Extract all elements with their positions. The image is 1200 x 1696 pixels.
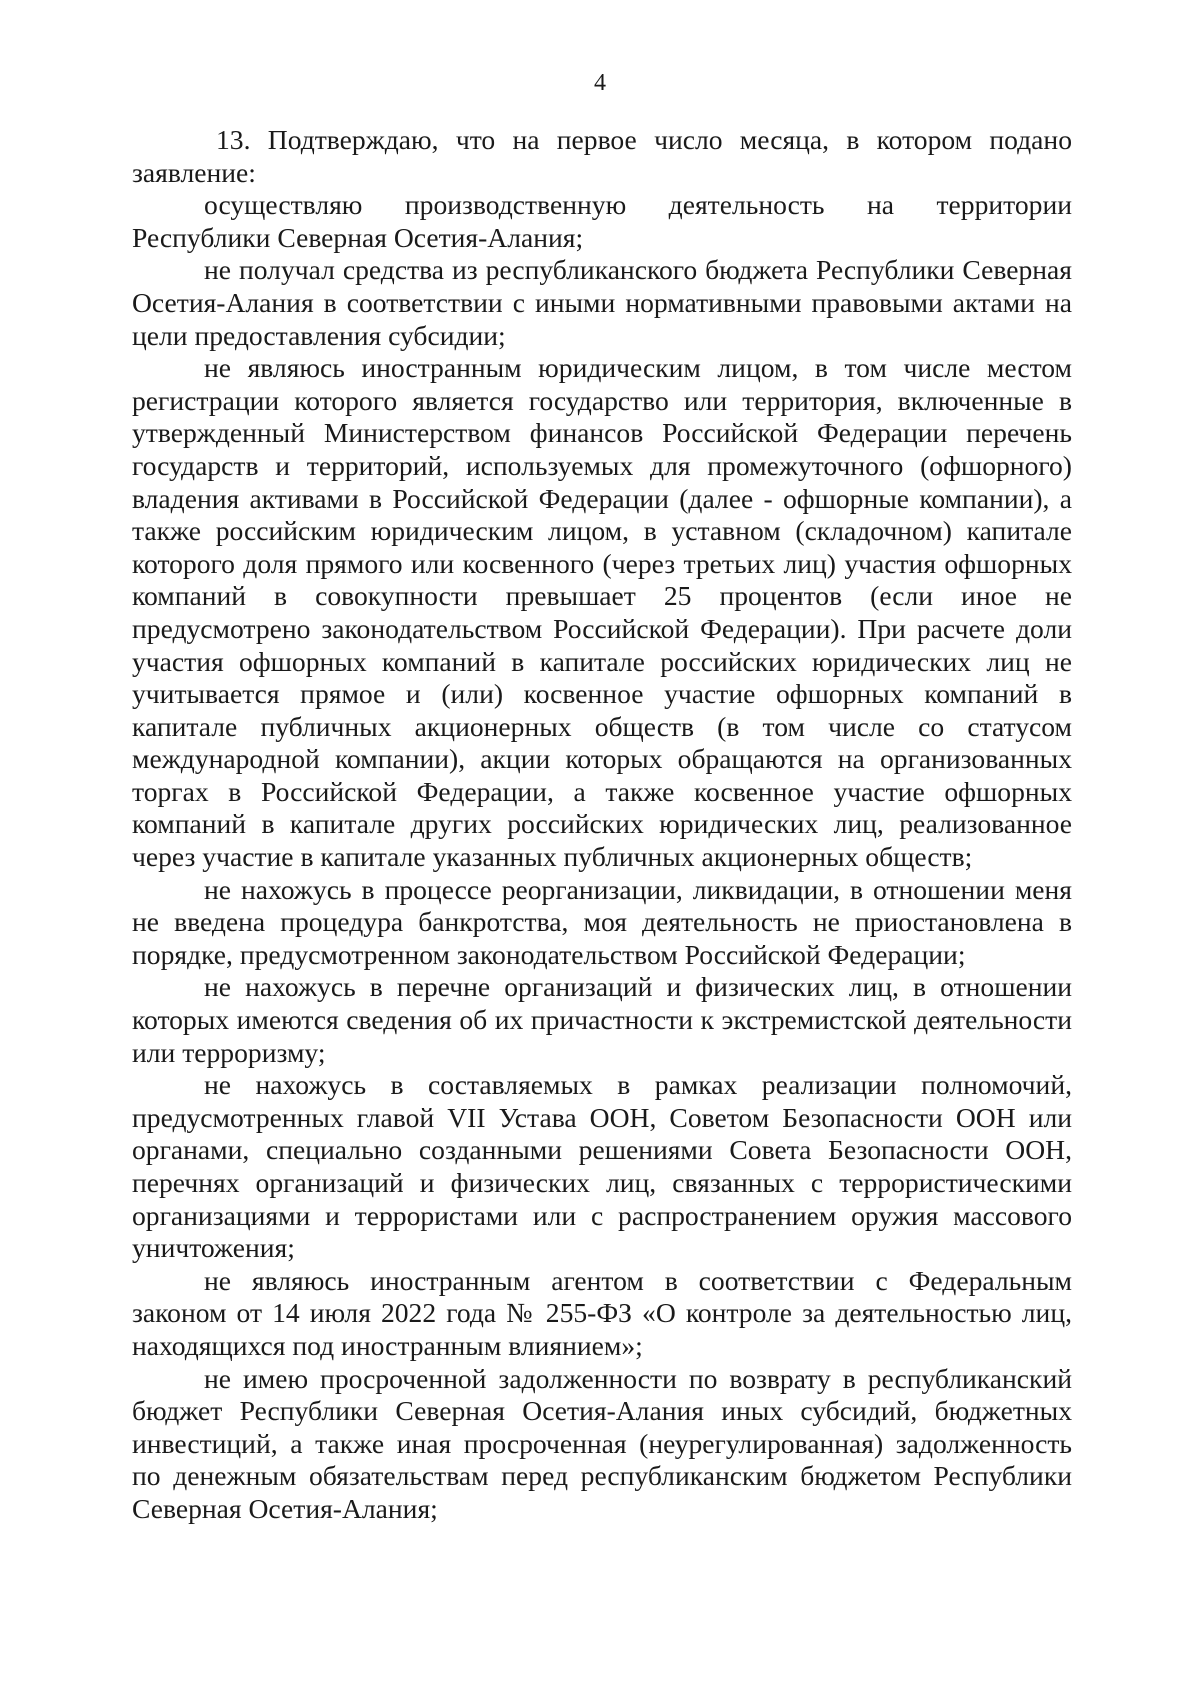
paragraph-confirmation-intro: 13. Подтверждаю, что на первое число месяца, в котором подано заявление: bbox=[132, 124, 1072, 188]
paragraph-not-foreign-agent: не являюсь иностранным агентом в соответствии с Федеральным законом от 14 июля 2022 года № 255-ФЗ «О контроле за деятельностью лиц, находящихся под иностранным влиянием»; bbox=[132, 1264, 1072, 1361]
paragraph-production-activity: осуществляю производственную деятельность на территории Республики Северная Осетия-Алания; bbox=[132, 189, 1072, 253]
paragraph-not-foreign-entity: не являюсь иностранным юридическим лицом, в том числе местом регистрации которого является государство или территория, включенные в утвержденный Министерством финансов Российской Федерации перечень государств и территорий, используемых для промежуточного (офшорного) владения активами в Российской Федерации (далее - офшорные компании), а также российским юридическим лицом, в уставном (складочном) капитале которого доля прямого или косвенного (через третьих лиц) участия офшорных компаний в совокупности превышает 25 процентов (если иное не предусмотрено законодательством Российской Федерации). При расчете доли участия офшорных компаний в капитале российских юридических лиц не учитывается прямое и (или) косвенное участие офшорных компаний в капитале публичных акционерных обществ (в том числе со статусом международной компании), акции которых обращаются на организованных торгах в Российской Федерации, а также косвенное участие офшорных компаний в капитале других российских юридических лиц, реализованное через участие в капитале указанных публичных акционерных обществ; bbox=[132, 352, 1072, 873]
document-body bbox=[132, 124, 1072, 1526]
paragraph-not-un-sanctions-list: не нахожусь в составляемых в рамках реализации полномочий, предусмотренных главой VII Устава ООН, Советом Безопасности ООН или органами, специально созданными решениями Совета Безопасности ООН, перечнях организаций и физических лиц, связанных с террористическими организациями и террористами или с распространением оружия массового уничтожения; bbox=[132, 1069, 1072, 1264]
paragraph-no-budget-funds: не получал средства из республиканского бюджета Республики Северная Осетия-Алания в соответствии с иными нормативными правовыми актами на цели предоставления субсидии; bbox=[132, 254, 1072, 351]
paragraph-no-reorganization: не нахожусь в процессе реорганизации, ликвидации, в отношении меня не введена процедура банкротства, моя деятельность не приостановлена в порядке, предусмотренном законодательством Российской Федерации; bbox=[132, 873, 1072, 970]
paragraph-not-extremist-list: не нахожусь в перечне организаций и физических лиц, в отношении которых имеются сведения об их причастности к экстремистской деятельности или терроризму; bbox=[132, 971, 1072, 1068]
page-number: 4 bbox=[594, 70, 606, 96]
paragraph-no-overdue-debt: не имею просроченной задолженности по возврату в республиканский бюджет Республики Северная Осетия-Алания иных субсидий, бюджетных инвестиций, а также иная просроченная (неурегулированная) задолженность по денежным обязательствам перед республиканским бюджетом Республики Северная Осетия-Алания; bbox=[132, 1362, 1072, 1524]
